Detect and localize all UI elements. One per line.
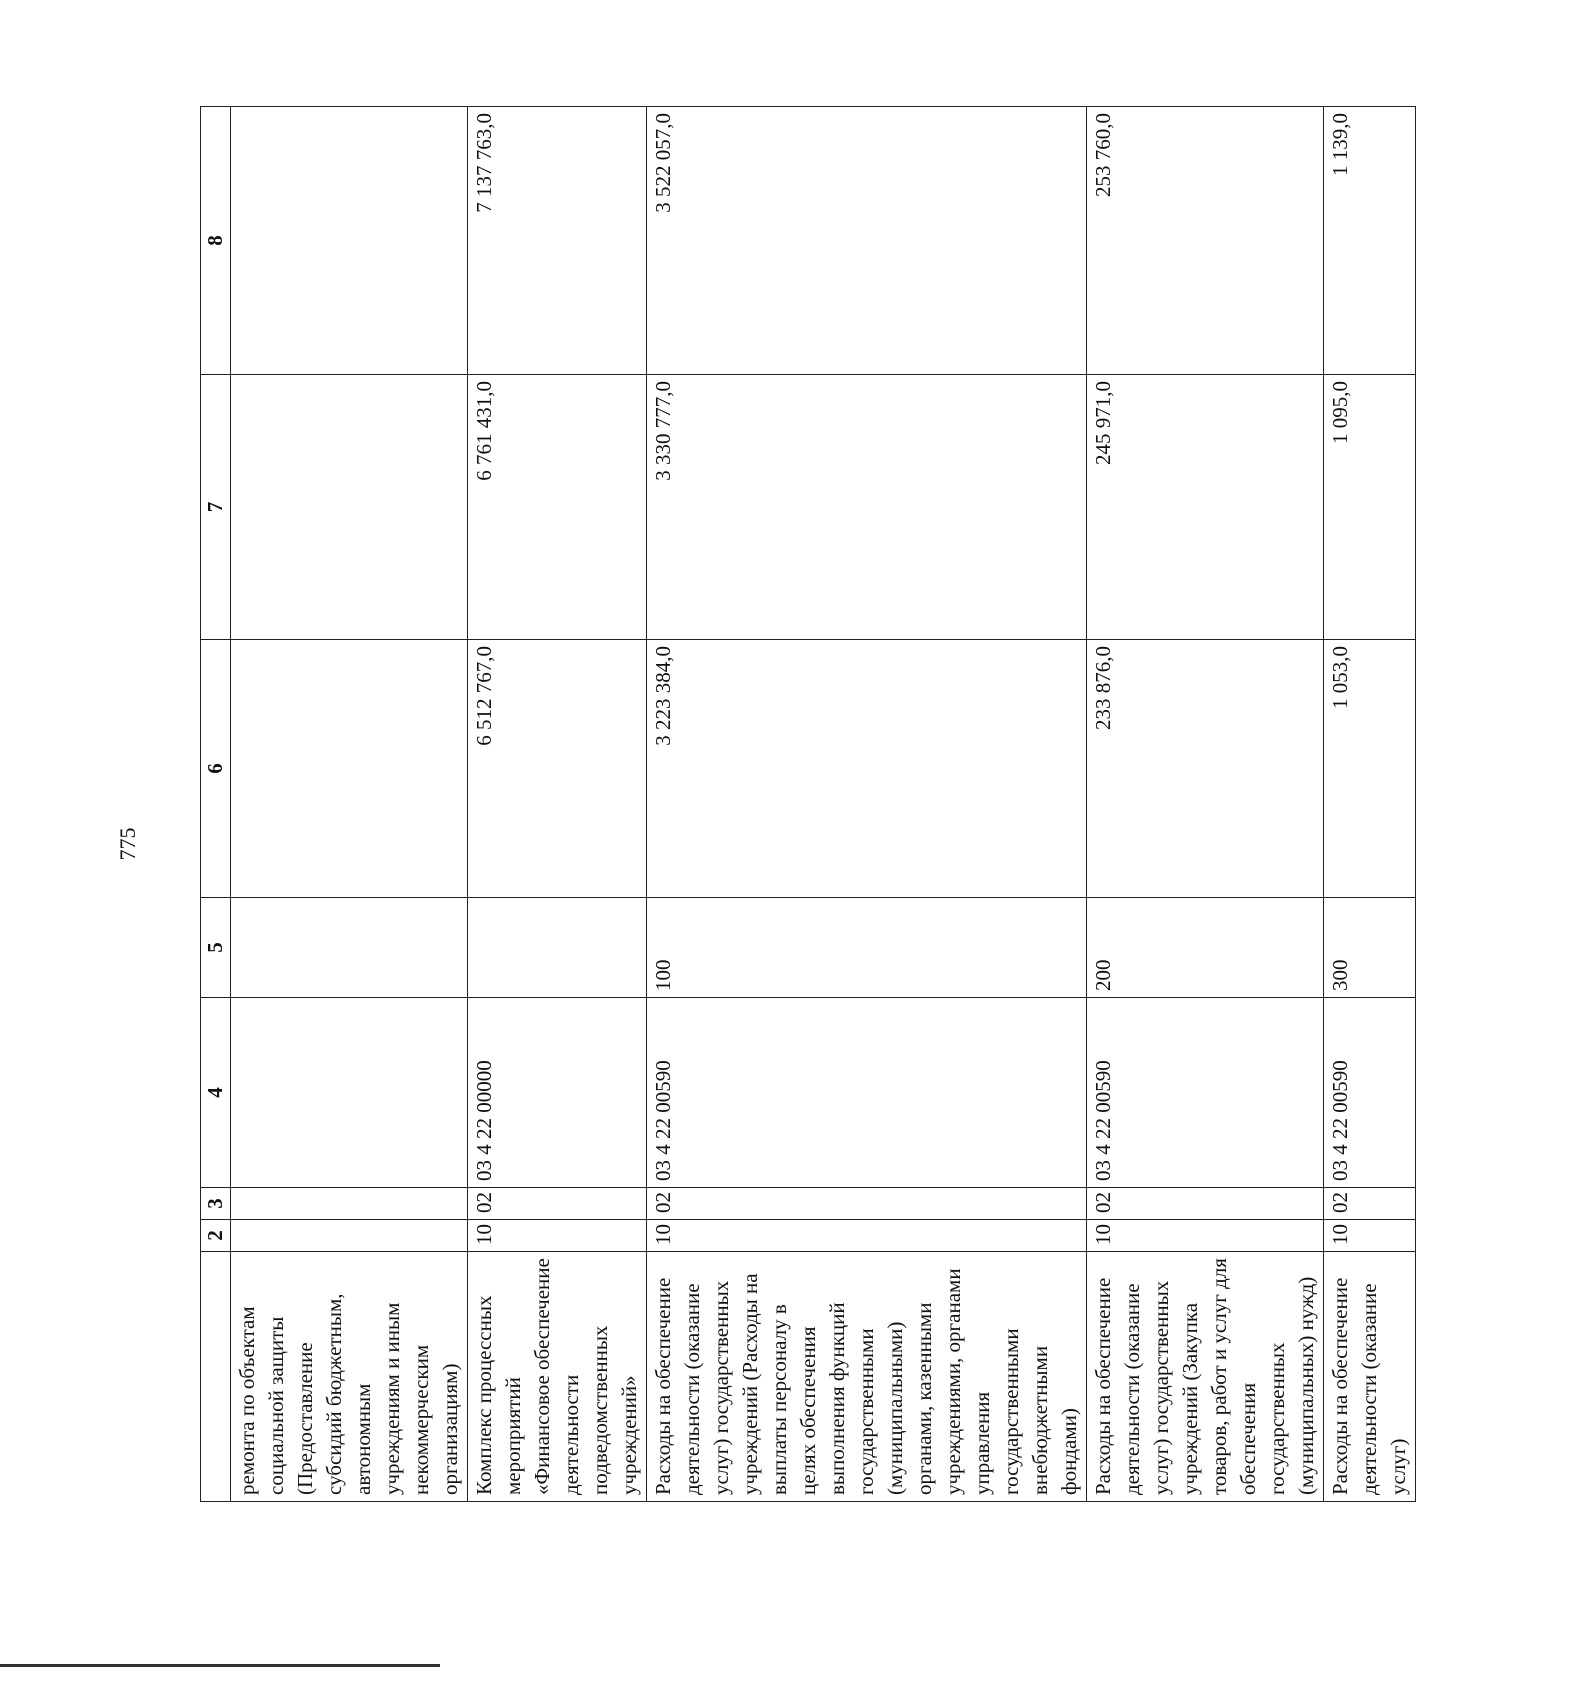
table-container	[200, 107, 1595, 1495]
cell-target-article	[231, 998, 468, 1188]
cell-amount-2	[231, 375, 468, 640]
page-number: 775	[115, 827, 140, 861]
cell-target-article: 03 4 22 00000	[468, 998, 647, 1188]
cell-amount-1: 233 876,0	[1087, 640, 1324, 898]
cell-target-article: 03 4 22 00590	[647, 998, 1087, 1188]
table-row	[468, 107, 647, 1502]
cell-amount-2: 3 330 777,0	[647, 375, 1087, 640]
cell-subsection: 02	[647, 1188, 1087, 1220]
row-name: Расходы на обеспечение деятельности (оказание услуг) государственных учреждений (Расходы на выплаты персоналу в целях обеспечения выполнения функций государственными (муниципальными) органами, казенными учреждениями, органами управления государственными внебюджетными фондами)	[647, 1252, 1087, 1502]
scan-edge-line	[0, 1664, 440, 1667]
cell-amount-3: 7 137 763,0	[468, 107, 647, 375]
cell-amount-2: 245 971,0	[1087, 375, 1324, 640]
header-cell-7: 7	[201, 375, 231, 640]
row-name: Расходы на обеспечение деятельности (оказание услуг)	[1324, 1252, 1416, 1502]
header-cell-8: 8	[201, 107, 231, 375]
cell-amount-3	[231, 107, 468, 375]
header-cell-5: 5	[201, 898, 231, 998]
cell-target-article: 03 4 22 00590	[1324, 998, 1416, 1188]
cell-amount-2: 6 761 431,0	[468, 375, 647, 640]
cell-amount-1: 3 223 384,0	[647, 640, 1087, 898]
row-name: Расходы на обеспечение деятельности (оказание услуг) государственных учреждений (Закупка товаров, работ и услуг для обеспечения государственных (муниципальных) нужд)	[1087, 1252, 1324, 1502]
cell-section	[231, 1220, 468, 1252]
cell-amount-3: 253 760,0	[1087, 107, 1324, 375]
cell-expense-type	[468, 898, 647, 998]
header-cell-6: 6	[201, 640, 231, 898]
cell-amount-1: 1 053,0	[1324, 640, 1416, 898]
header-cell-3: 3	[201, 1188, 231, 1220]
row-name: Комплекс процессных мероприятий «Финансовое обеспечение деятельности подведомственных учреждений»	[468, 1252, 647, 1502]
row-name: ремонта по объектам социальной защиты (Предоставление субсидий бюджетным, автономным учреждениям и иным некоммерческим организациям)	[231, 1252, 468, 1502]
cell-expense-type: 200	[1087, 898, 1324, 998]
cell-section: 10	[1324, 1220, 1416, 1252]
cell-amount-3: 3 522 057,0	[647, 107, 1087, 375]
cell-section: 10	[647, 1220, 1087, 1252]
table-row	[1324, 107, 1416, 1502]
cell-section: 10	[468, 1220, 647, 1252]
cell-expense-type: 300	[1324, 898, 1416, 998]
cell-section: 10	[1087, 1220, 1324, 1252]
table-row	[647, 107, 1087, 1502]
cell-target-article: 03 4 22 00590	[1087, 998, 1324, 1188]
cell-amount-3: 1 139,0	[1324, 107, 1416, 375]
cell-subsection: 02	[1087, 1188, 1324, 1220]
header-cell-1	[201, 1252, 231, 1502]
cell-amount-2: 1 095,0	[1324, 375, 1416, 640]
cell-expense-type: 100	[647, 898, 1087, 998]
budget-table	[200, 106, 1416, 1502]
header-row	[201, 107, 231, 1502]
header-cell-4: 4	[201, 998, 231, 1188]
cell-expense-type	[231, 898, 468, 998]
cell-subsection: 02	[1324, 1188, 1416, 1220]
cell-subsection: 02	[468, 1188, 647, 1220]
header-cell-2: 2	[201, 1220, 231, 1252]
cell-amount-1	[231, 640, 468, 898]
cell-subsection	[231, 1188, 468, 1220]
cell-amount-1: 6 512 767,0	[468, 640, 647, 898]
table-row	[1087, 107, 1324, 1502]
table-row	[231, 107, 468, 1502]
